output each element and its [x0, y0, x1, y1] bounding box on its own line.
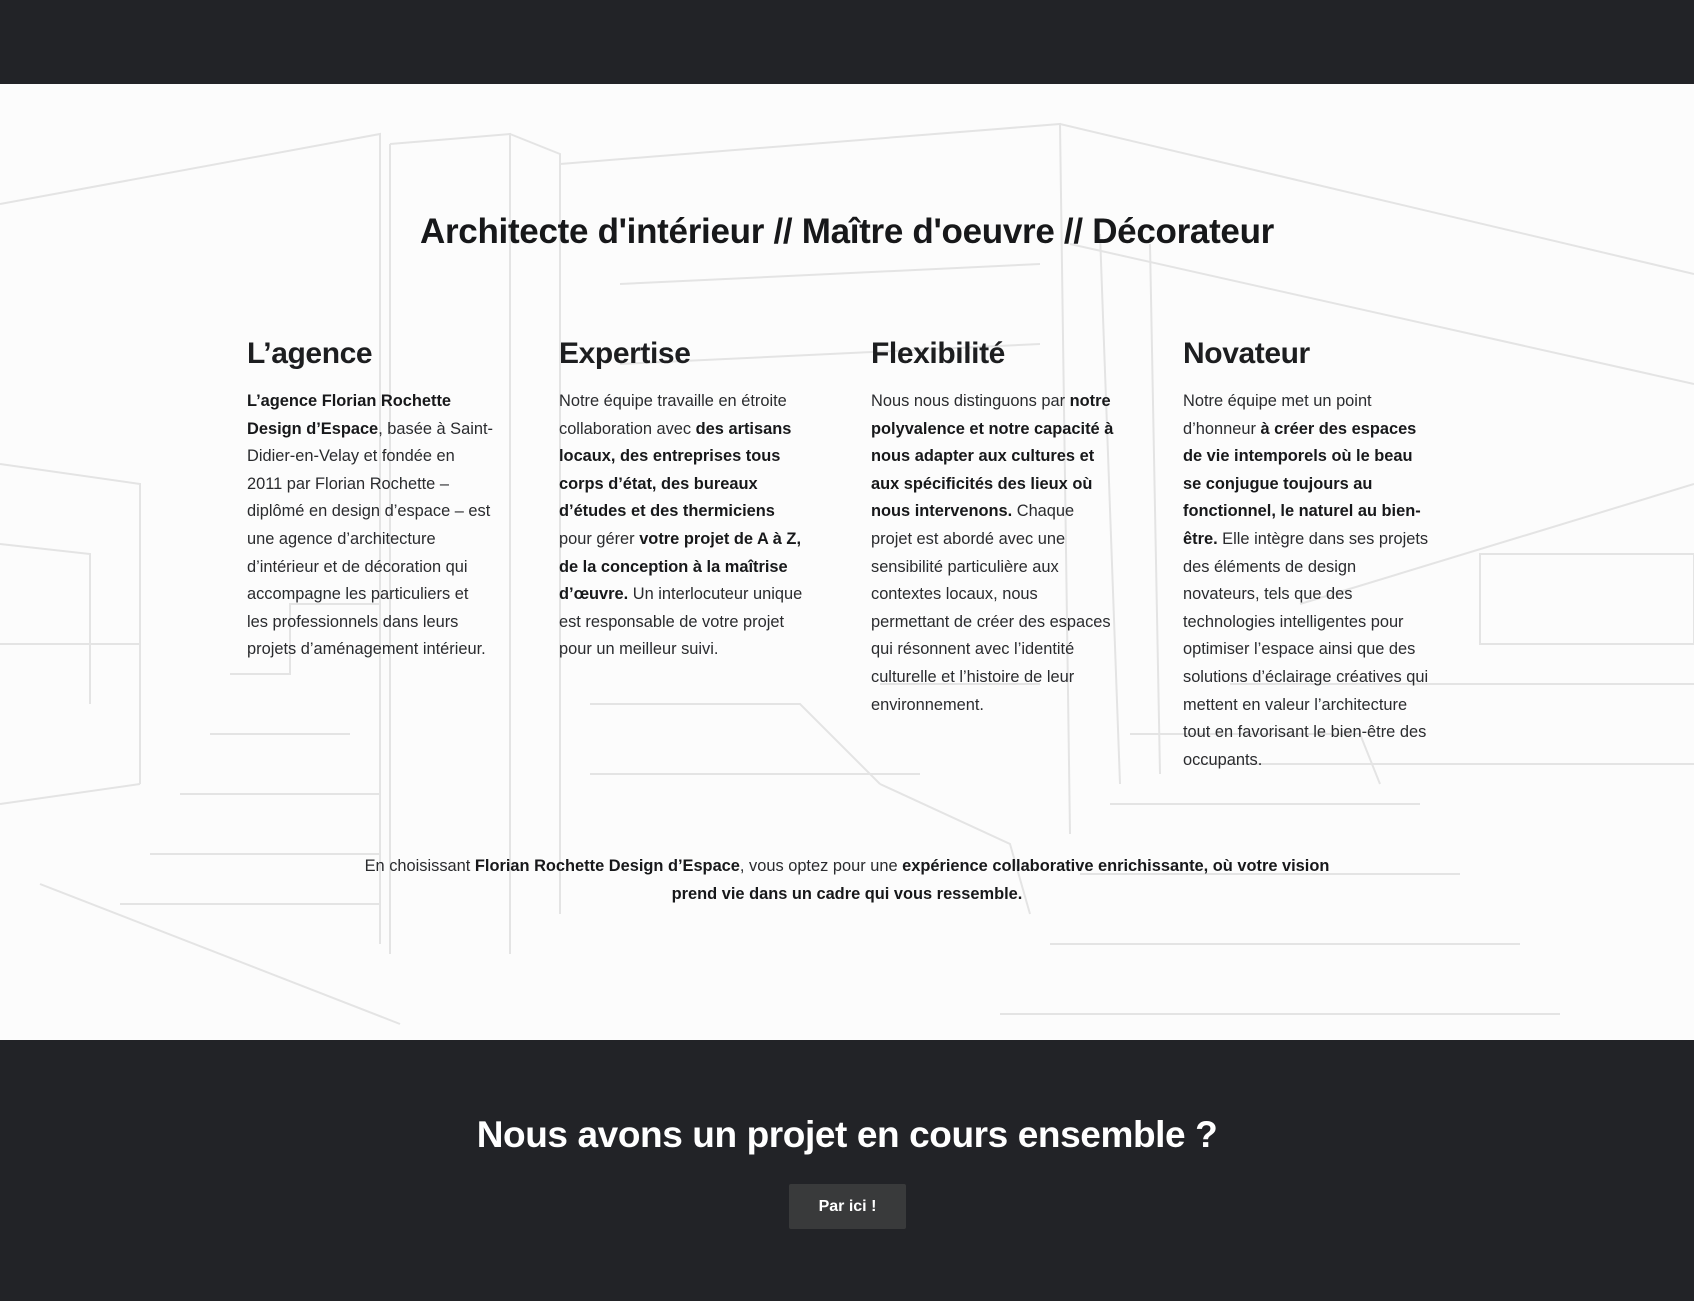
top-header-bar [0, 0, 1694, 84]
cta-title: Nous avons un projet en cours ensemble ? [476, 1114, 1218, 1155]
page-title: Architecte d'intérieur // Maître d'oeuvre // Décorateur [419, 212, 1274, 251]
closing-statement [340, 852, 1354, 908]
column-title: Flexibilité [871, 337, 1005, 370]
text-segment: L’agence Florian Rochette Design d’Espace [247, 392, 452, 438]
call-to-action-section [0, 1040, 1694, 1301]
text-segment: , vous optez pour une [739, 857, 903, 875]
text-segment: Chaque projet est abordé avec une sensibilité particulière aux contextes locaux, nous permettant de créer des espaces qui résonnent avec l’identité culturelle et l’histoire de leur environnement. [871, 502, 1111, 714]
text-segment: Un interlocuteur unique est responsable de votre projet pour un meilleur suivi. [559, 585, 803, 659]
text-segment: des artisans locaux, des entreprises tous corps d’état, des bureaux d’études et des thermiciens [559, 419, 792, 521]
text-segment: Elle intègre dans ses projets des éléments de design novateurs, tels que des technologies intelligentes pour optimiser l’espace ainsi que des solutions d’éclairage créatives qui mettent en valeur l’architecture tout en favorisant le bien-être des occupants. [1183, 529, 1429, 769]
text-segment: , basée à Saint-Didier-en-Velay et fondée en 2011 par Florian Rochette – diplômé en design d’espace – est une agence d’architecture d’intérieur et de décoration qui accompagne les particuliers et les professionnels dans leurs projets d’aménagement intérieur. [247, 419, 493, 659]
agency-section [0, 84, 1694, 1040]
column-text [247, 388, 493, 664]
text-segment: à créer des espaces de vie intemporels où le beau se conjugue toujours au fonctionnel, le naturel au bien-être. [1183, 419, 1421, 548]
text-segment: Nous nous distinguons par [871, 392, 1070, 410]
text-segment: pour gérer [559, 529, 640, 548]
column-novateur [1183, 336, 1429, 774]
column-title: Expertise [559, 337, 691, 370]
column-flexibilite [871, 336, 1117, 719]
text-segment: expérience collaborative enrichissante, où votre vision prend vie dans un cadre qui vous ressemble. [671, 857, 1330, 903]
column-agence [247, 336, 493, 664]
par-ici-button[interactable]: Par ici ! [789, 1184, 906, 1229]
text-segment: votre projet de A à Z, de la conception à la maîtrise d’œuvre. [559, 529, 801, 604]
column-text [1183, 388, 1429, 774]
column-text [559, 388, 805, 664]
text-segment: notre polyvalence et notre capacité à nous adapter aux cultures et aux spécificités des lieux où nous intervenons. [871, 392, 1114, 521]
column-text [871, 388, 1117, 719]
text-segment: Notre équipe met un point d’honneur [1183, 392, 1372, 438]
column-expertise [559, 336, 805, 664]
text-segment: Florian Rochette Design d’Espace [474, 857, 740, 875]
column-title: Novateur [1183, 337, 1310, 370]
column-title: L’agence [247, 337, 373, 370]
text-segment: En choisissant [364, 857, 475, 875]
text-segment: Notre équipe travaille en étroite collaboration avec [559, 392, 787, 438]
